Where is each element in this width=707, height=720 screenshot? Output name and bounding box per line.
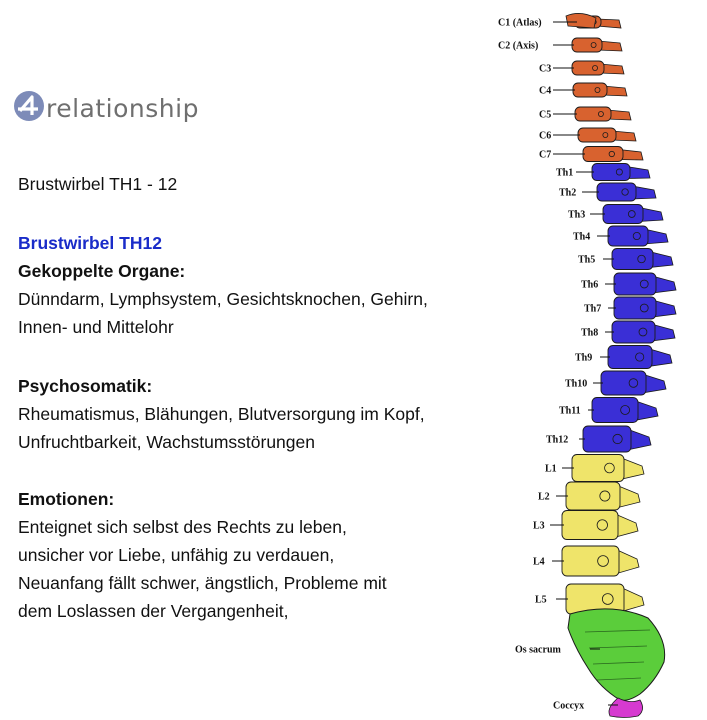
vertebra-c4 — [573, 83, 607, 97]
organs-heading: Gekoppelte Organe: — [18, 261, 186, 281]
label-th5: Th5 — [578, 254, 596, 266]
coccyx — [609, 698, 643, 718]
label-th12: Th12 — [546, 434, 569, 446]
emotionen-heading: Emotionen: — [18, 489, 115, 509]
psychosomatik-line: Rheumatismus, Blähungen, Blutversorgung im Kopf, — [18, 404, 425, 424]
vertebra-th8 — [612, 321, 655, 343]
psychosomatik-heading: Psychosomatik: — [18, 376, 153, 396]
emotionen-text — [18, 513, 387, 625]
label-c4: C4 — [539, 85, 552, 97]
label-th9: Th9 — [575, 352, 593, 364]
vertebra-l3 — [562, 511, 618, 540]
label-th8: Th8 — [581, 327, 599, 339]
vertebra-c5 — [575, 107, 611, 121]
label-l3: L3 — [533, 520, 545, 532]
label-c1: C1 (Atlas) — [498, 17, 542, 29]
vertebra-c3 — [572, 61, 604, 75]
label-c5: C5 — [539, 109, 552, 121]
vertebra-th5 — [612, 249, 653, 270]
page-title: Brustwirbel TH1 - 12 — [18, 174, 178, 194]
spine-diagram — [480, 0, 707, 720]
label-l5: L5 — [535, 594, 547, 606]
label-th1: Th1 — [556, 167, 574, 179]
emotionen-line: Enteignet sich selbst des Rechts zu leben, — [18, 517, 347, 537]
vertebra-l1 — [572, 455, 624, 482]
sacrum — [568, 609, 665, 701]
atlas-cap — [566, 13, 596, 28]
vertebra-th7 — [614, 297, 656, 319]
vertebra-c7 — [583, 147, 623, 162]
logo-wordmark: relationship — [46, 93, 199, 123]
vertebra-th3 — [603, 205, 643, 224]
label-c7: C7 — [539, 149, 552, 161]
label-coccyx: Coccyx — [553, 700, 585, 712]
label-l1: L1 — [545, 463, 557, 475]
vertebra-th2 — [597, 183, 636, 201]
organs-line: Dünndarm, Lymphsystem, Gesichtsknochen, Gehirn, — [18, 289, 428, 309]
vertebra-c2 — [572, 38, 602, 52]
vertebra-l4 — [562, 546, 619, 576]
psychosomatik-text — [18, 400, 425, 456]
label-l2: L2 — [538, 491, 550, 503]
organs-text — [18, 285, 428, 341]
label-c3: C3 — [539, 63, 552, 75]
vertebra-th11 — [592, 398, 638, 423]
vertebra-th12 — [583, 426, 631, 452]
vertebra-c6 — [578, 128, 616, 142]
psychosomatik-line: Unfruchtbarkeit, Wachstumsstörungen — [18, 432, 315, 452]
emotionen-line: dem Loslassen der Vergangenheit, — [18, 601, 289, 621]
label-th11: Th11 — [559, 405, 581, 417]
vertebra-th10 — [601, 371, 646, 395]
logo — [12, 88, 199, 124]
label-th3: Th3 — [568, 209, 586, 221]
label-c6: C6 — [539, 130, 552, 142]
organs-line: Innen- und Mittelohr — [18, 317, 174, 337]
label-th10: Th10 — [565, 378, 588, 390]
spine-body — [562, 13, 676, 717]
label-th6: Th6 — [581, 279, 599, 291]
label-l4: L4 — [533, 556, 545, 568]
vertebra-l2 — [566, 482, 620, 510]
vertebra-title: Brustwirbel TH12 — [18, 233, 162, 253]
label-c2: C2 (Axis) — [498, 40, 539, 52]
emotionen-line: unsicher vor Liebe, unfähig zu verdauen, — [18, 545, 335, 565]
vertebra-th6 — [614, 273, 656, 295]
label-sacrum: Os sacrum — [515, 644, 561, 656]
vertebra-th9 — [608, 346, 652, 369]
logo-mark-icon — [12, 89, 46, 123]
vertebra-th4 — [608, 226, 648, 246]
label-th2: Th2 — [559, 187, 577, 199]
emotionen-line: Neuanfang fällt schwer, ängstlich, Probleme mit — [18, 573, 387, 593]
vertebra-th1 — [592, 164, 630, 181]
label-th4: Th4 — [573, 231, 591, 243]
label-th7: Th7 — [584, 303, 602, 315]
